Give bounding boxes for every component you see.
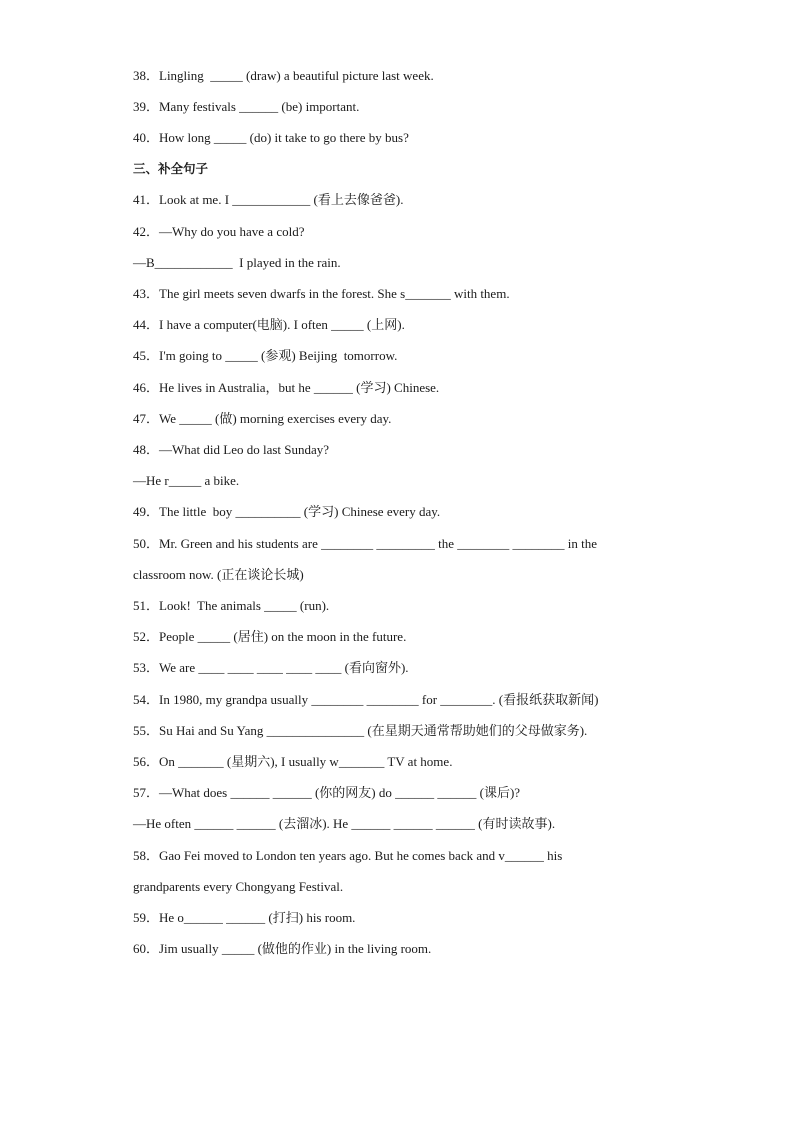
- question-50-line1: 50．Mr. Green and his students are ________ _________ the ________ ________ in the: [133, 536, 597, 551]
- question-48-prompt: 48．—What did Leo do last Sunday?: [133, 442, 330, 457]
- question-51: 51．Look! The animals _____ (run).: [133, 598, 330, 613]
- question-52: 52．People _____ (居住) on the moon in the future.: [133, 629, 407, 644]
- question-49: 49．The little boy __________ (学习) Chinese every day.: [133, 504, 441, 519]
- question-45: 45．I'm going to _____ (参观) Beijing tomorrow.: [133, 348, 398, 363]
- question-55: 55．Su Hai and Su Yang _______________ (在星期天通常帮助她们的父母做家务).: [133, 723, 588, 738]
- question-60: 60．Jim usually _____ (做他的作业) in the living room.: [133, 941, 432, 956]
- question-59: 59．He o______ ______ (打扫) his room.: [133, 910, 356, 925]
- question-47: 47．We _____ (做) morning exercises every day.: [133, 411, 392, 426]
- question-42-answer: —B____________ I played in the rain.: [133, 255, 341, 270]
- question-41: 41．Look at me. I ____________ (看上去像爸爸).: [133, 192, 404, 207]
- section-heading-complete-sentences: 三、补全句子: [133, 161, 209, 176]
- question-38: 38．Lingling _____ (draw) a beautiful picture last week.: [133, 68, 434, 83]
- question-46: 46．He lives in Australia，but he ______ (学习) Chinese.: [133, 380, 440, 395]
- question-50-line2: classroom now. (正在谈论长城): [133, 567, 304, 582]
- question-58-line1: 58．Gao Fei moved to London ten years ago. But he comes back and v______ his: [133, 848, 563, 863]
- question-56: 56．On _______ (星期六), I usually w_______ TV at home.: [133, 754, 453, 769]
- question-43: 43．The girl meets seven dwarfs in the forest. She s_______ with them.: [133, 286, 510, 301]
- question-44: 44．I have a computer(电脑). I often _____ (上网).: [133, 317, 405, 332]
- question-40: 40．How long _____ (do) it take to go there by bus?: [133, 130, 409, 145]
- question-48-answer: —He r_____ a bike.: [133, 473, 240, 488]
- question-54: 54．In 1980, my grandpa usually ________ ________ for ________. (看报纸获取新闻): [133, 692, 599, 707]
- question-57-answer: —He often ______ ______ (去溜冰). He ______ ______ ______ (有时读故事).: [133, 816, 556, 831]
- question-58-line2: grandparents every Chongyang Festival.: [133, 879, 344, 894]
- question-42-prompt: 42．—Why do you have a cold?: [133, 224, 305, 239]
- question-39: 39．Many festivals ______ (be) important.: [133, 99, 360, 114]
- question-57-prompt: 57．—What does ______ ______ (你的网友) do ______ ______ (课后)?: [133, 785, 521, 800]
- question-53: 53．We are ____ ____ ____ ____ ____ (看向窗外).: [133, 660, 409, 675]
